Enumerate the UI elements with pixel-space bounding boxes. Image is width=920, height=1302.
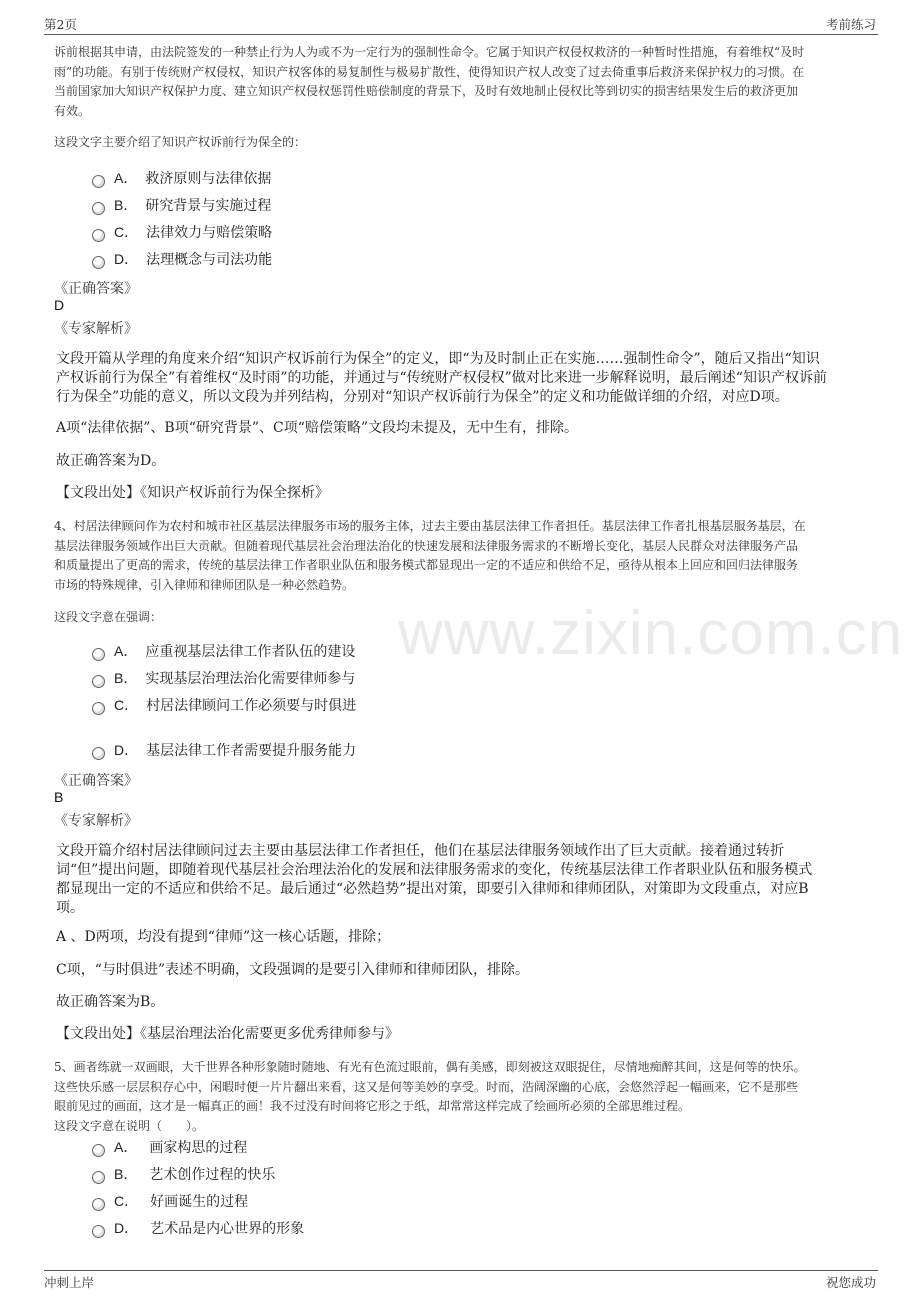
q3-answer-label: 《正确答案》 bbox=[54, 281, 138, 297]
q4-answer-label: 《正确答案》 bbox=[54, 773, 138, 789]
q3-analysis-line: 文段开篇从学理的角度来介绍“知识产权诉前行为保全”的定义，即“为及时制止正在实施……强制性命令”，随后又指出“知识 bbox=[56, 351, 820, 367]
option-text: 艺术创作过程的快乐 bbox=[149, 1167, 276, 1183]
option-letter: B． bbox=[114, 1166, 138, 1182]
option-text: 应重视基层法律工作者队伍的建设 bbox=[145, 644, 356, 660]
option-text: 基层法律工作者需要提升服务能力 bbox=[146, 743, 357, 759]
q3-source: 【文段出处】《知识产权诉前行为保全探析》 bbox=[56, 485, 329, 501]
q3-conclusion: 故正确答案为D。 bbox=[56, 453, 166, 469]
q4-passage-line: 基层法律服务领域作出巨大贡献。但随着现代基层社会治理法治化的快速发展和法律服务需求的不断增长变化，基层人民群众对法律服务产品 bbox=[54, 538, 799, 553]
header-rule bbox=[44, 34, 878, 35]
option-letter: C． bbox=[114, 224, 139, 240]
footer-left: 冲刺上岸 bbox=[44, 1275, 95, 1290]
q5-passage-line: 这些快乐感一层层积存心中，闲暇时便一片片翻出来看，这又是何等美妙的享受。时而，浩阔深幽的心底，会悠然浮起一幅画来，它不是那些 bbox=[54, 1079, 799, 1094]
footer-right: 祝您成功 bbox=[825, 1275, 876, 1290]
option-text: 艺术品是内心世界的形象 bbox=[150, 1221, 305, 1237]
q3-analysis-label: 《专家解析》 bbox=[54, 321, 138, 337]
radio-icon[interactable] bbox=[92, 1198, 105, 1211]
q4-analysis-label: 《专家解析》 bbox=[54, 813, 138, 829]
q4-exclusion: C项，“与时俱进”表述不明确，文段强调的是要引入律师和律师团队，排除。 bbox=[56, 962, 530, 978]
footer-rule bbox=[44, 1270, 878, 1271]
option-text: 法律效力与赔偿策略 bbox=[146, 225, 273, 241]
option-letter: D． bbox=[114, 251, 139, 267]
option-letter: A． bbox=[114, 170, 138, 186]
q3-passage-line: 诉前根据其申请，由法院签发的一种禁止行为人为或不为一定行为的强制性命令。它属于知识产权侵权救济的一种暂时性措施，有着维权“及时 bbox=[54, 45, 805, 59]
option-letter: A． bbox=[114, 1139, 138, 1155]
q3-passage-line: 有效。 bbox=[54, 103, 91, 118]
option-text: 法理概念与司法功能 bbox=[146, 252, 273, 268]
radio-icon[interactable] bbox=[92, 175, 105, 188]
q4-source: 【文段出处】《基层治理法治化需要更多优秀律师参与》 bbox=[56, 1026, 399, 1042]
q3-question: 这段文字主要介绍了知识产权诉前行为保全的： bbox=[54, 135, 307, 149]
q4-exclusion: A 、D两项，均没有提到“律师”这一核心话题，排除； bbox=[56, 929, 391, 945]
q4-passage-line: 4、村居法律顾问作为农村和城市社区基层法律服务市场的服务主体，过去主要由基层法律工作者担任。基层法律工作者扎根基层服务基层，在 bbox=[54, 519, 806, 533]
radio-icon[interactable] bbox=[92, 675, 105, 688]
option-letter: B． bbox=[114, 197, 138, 213]
option-text: 实现基层治理法治化需要律师参与 bbox=[145, 671, 356, 687]
q4-analysis-line: 项。 bbox=[56, 900, 84, 916]
option-letter: D． bbox=[114, 1220, 139, 1236]
option-letter: A． bbox=[114, 643, 138, 659]
q3-analysis-line: 产权诉前行为保全”有着维权“及时雨”的功能，并通过与“传统财产权侵权”做对比来进一步解释说明，最后阐述“知识产权诉前 bbox=[56, 370, 827, 386]
option-letter: C． bbox=[114, 1193, 139, 1209]
q4-conclusion: 故正确答案为B。 bbox=[56, 994, 165, 1010]
q3-option-b[interactable] bbox=[92, 195, 271, 215]
q5-option-c[interactable] bbox=[92, 1191, 248, 1211]
q4-option-c[interactable] bbox=[92, 695, 356, 715]
q4-analysis-line: 文段开篇介绍村居法律顾问过去主要由基层法律工作者担任，他们在基层法律服务领域作出了巨大贡献。接着通过转折 bbox=[56, 843, 784, 859]
option-text: 画家构思的过程 bbox=[149, 1140, 248, 1156]
radio-icon[interactable] bbox=[92, 648, 105, 661]
radio-icon[interactable] bbox=[92, 702, 105, 715]
q4-question: 这段文字意在强调： bbox=[54, 610, 163, 624]
option-text: 村居法律顾问工作必须要与时俱进 bbox=[146, 698, 357, 714]
q3-exclusion: A项“法律依据”、B项“研究背景”、C项“赔偿策略”文段均未提及，无中生有，排除。 bbox=[56, 420, 579, 436]
option-letter: D． bbox=[114, 742, 139, 758]
watermark: www.zixin.com.cn bbox=[398, 599, 904, 668]
radio-icon[interactable] bbox=[92, 1171, 105, 1184]
radio-icon[interactable] bbox=[92, 1144, 105, 1157]
page-number: 第2页 bbox=[44, 17, 77, 32]
q4-option-a[interactable] bbox=[92, 641, 355, 661]
option-letter: B． bbox=[114, 670, 138, 686]
q3-passage-line: 当前国家加大知识产权保护力度、建立知识产权侵权惩罚性赔偿制度的背景下，及时有效地制止侵权比等到切实的损害结果发生后的救济更加 bbox=[54, 84, 799, 98]
q3-option-c[interactable] bbox=[92, 222, 272, 242]
option-letter: C． bbox=[114, 697, 139, 713]
q5-option-a[interactable] bbox=[92, 1137, 247, 1157]
option-text: 救济原则与法律依据 bbox=[145, 171, 272, 187]
radio-icon[interactable] bbox=[92, 1225, 105, 1238]
q3-passage-line: 雨”的功能。有别于传统财产权侵权，知识产权客体的易复制性与极易扩散性，使得知识产权人改变了过去倚重事后救济来保护权力的习惯。在 bbox=[54, 64, 805, 79]
option-text: 研究背景与实施过程 bbox=[145, 198, 272, 214]
q4-analysis-line: 词“但”提出问题，即随着现代基层社会治理法治化的发展和法律服务需求的变化，传统基层法律工作者职业队伍和服务模式 bbox=[56, 862, 813, 878]
q4-passage-line: 和质量提出了更高的需求，传统的基层法律工作者职业队伍和服务模式都显现出一定的不适应和供给不足，亟待从根本上回应和回归法律服务 bbox=[54, 558, 799, 572]
q4-option-b[interactable] bbox=[92, 668, 355, 688]
radio-icon[interactable] bbox=[92, 229, 105, 242]
q4-answer: B bbox=[54, 789, 64, 805]
q5-option-b[interactable] bbox=[92, 1164, 275, 1184]
option-text: 好画诞生的过程 bbox=[150, 1194, 249, 1210]
q3-option-a[interactable] bbox=[92, 168, 271, 188]
header-title: 考前练习 bbox=[825, 17, 876, 32]
radio-icon[interactable] bbox=[92, 202, 105, 215]
q4-option-d[interactable] bbox=[92, 740, 356, 760]
q5-question: 这段文字意在说明（ ）。 bbox=[54, 1118, 205, 1133]
q5-passage-line: 眼前见过的画面，这才是一幅真正的画！我不过没有时间将它形之于纸，却常常这样完成了绘画所必须的全部思维过程。 bbox=[54, 1099, 691, 1113]
q3-option-d[interactable] bbox=[92, 249, 272, 269]
q5-option-d[interactable] bbox=[92, 1218, 304, 1238]
q3-answer: D bbox=[54, 297, 65, 313]
q3-analysis-line: 行为保全”功能的意义，所以文段为并列结构，分别对“知识产权诉前行为保全”的定义和功能做详细的介绍，对应D项。 bbox=[56, 389, 789, 405]
radio-icon[interactable] bbox=[92, 747, 105, 760]
q5-passage-line: 5、画者练就一双画眼，大千世界各种形象随时随地、有光有色流过眼前，偶有美感，即刻被这双眼捉住，尽情地痴醉其间，这是何等的快乐。 bbox=[54, 1060, 806, 1074]
radio-icon[interactable] bbox=[92, 256, 105, 269]
q4-passage-line: 市场的特殊规律，引入律师和律师团队是一种必然趋势。 bbox=[54, 577, 355, 592]
q4-analysis-line: 都显现出一定的不适应和供给不足。最后通过“必然趋势”提出对策，即要引入律师和律师团队，对策即为文段重点，对应B bbox=[56, 881, 809, 897]
